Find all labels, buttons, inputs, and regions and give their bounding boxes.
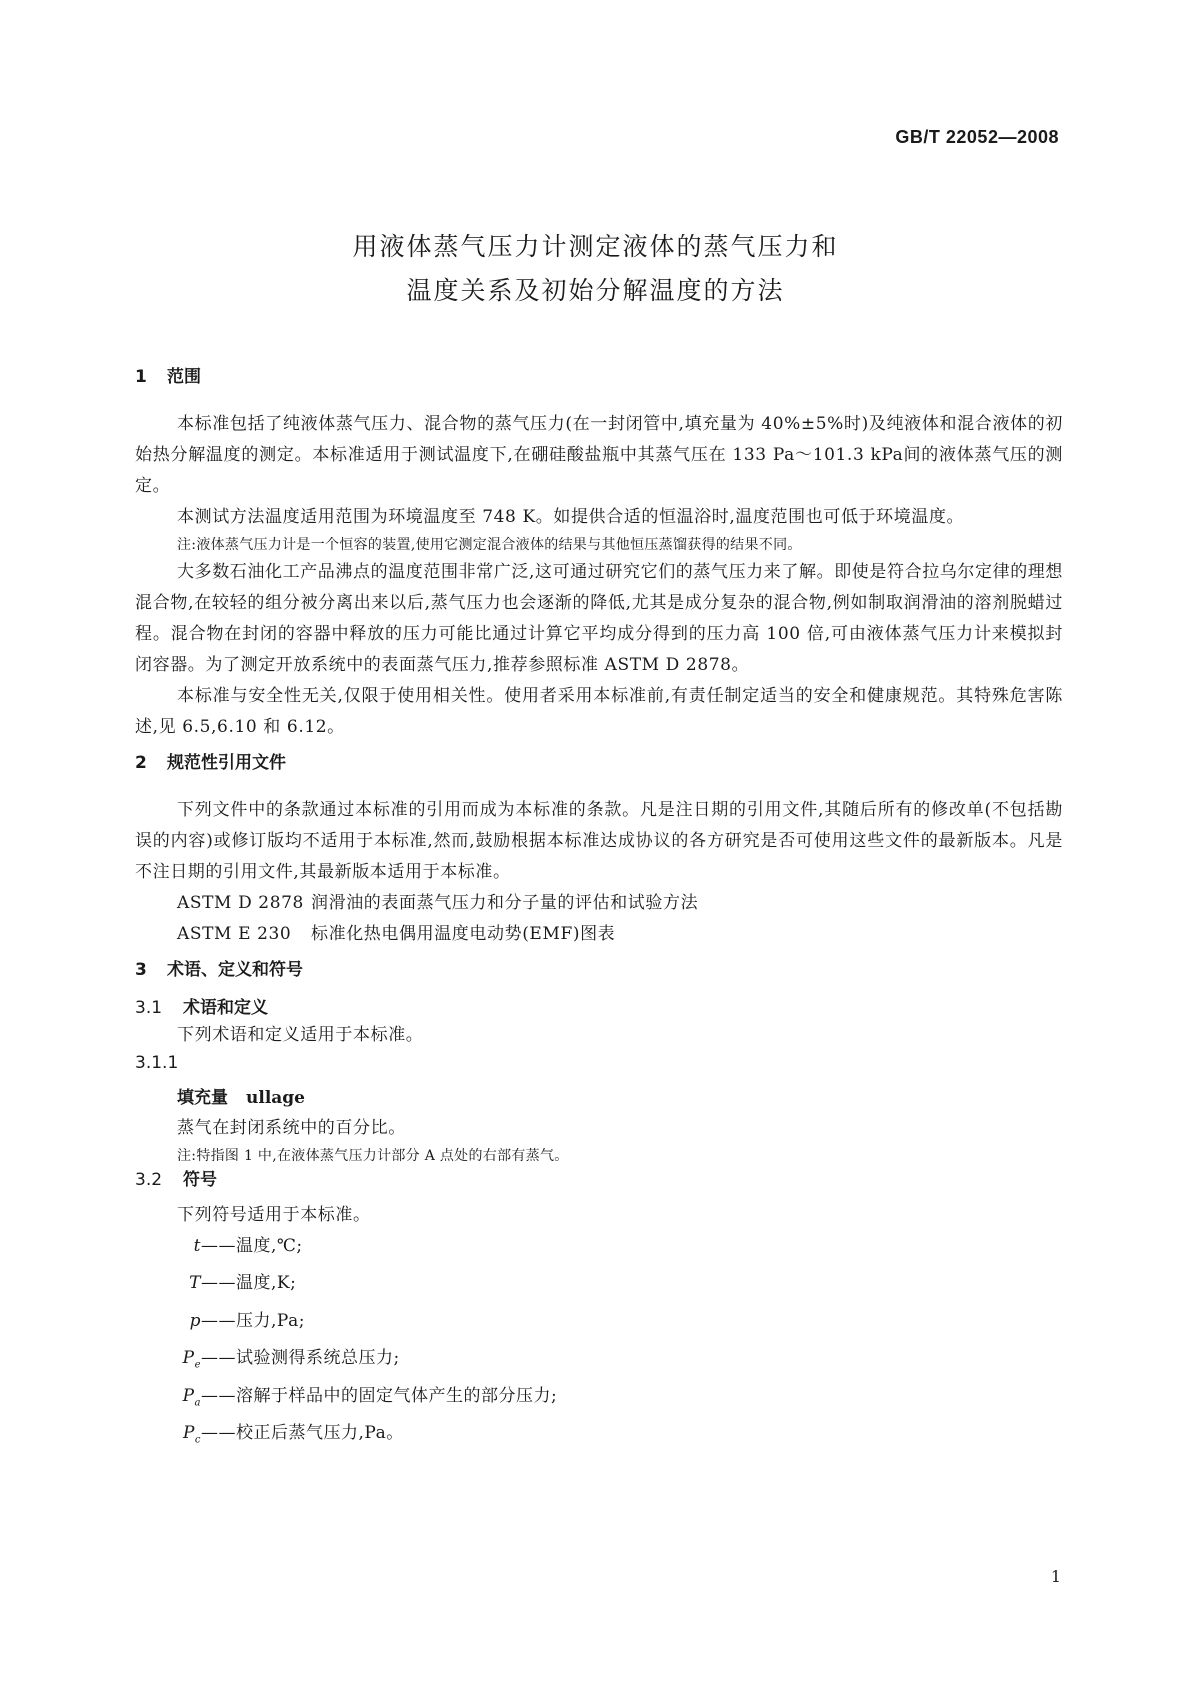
term-entry bbox=[135, 1083, 1063, 1113]
reference-item bbox=[135, 888, 1063, 919]
title-line-1: 用液体蒸气压力计测定液体的蒸气压力和 bbox=[352, 232, 839, 261]
reference-title: 标准化热电偶用温度电动势(EMF)图表 bbox=[311, 924, 616, 944]
subsection-3-1-heading bbox=[135, 996, 1063, 1020]
section-title: 术语、定义和符号 bbox=[167, 960, 303, 980]
paragraph: 本标准包括了纯液体蒸气压力、混合物的蒸气压力(在一封闭管中,填充量为 40%±5%时)及纯液体和混合液体的初始热分解温度的测定。本标准适用于测试温度下,在硼硅酸盐瓶中其蒸气压在 133 Pa～101.3 kPa间的液体蒸气压的测定。 bbox=[135, 414, 1063, 496]
symbol-item bbox=[135, 1381, 1063, 1418]
symbol-subscript: e bbox=[194, 1359, 201, 1371]
note: 注:特指图 1 中,在液体蒸气压力计部分 A 点处的右部有蒸气。 bbox=[177, 1148, 569, 1164]
symbol-description: ——温度,K; bbox=[201, 1273, 297, 1294]
section-1-heading bbox=[135, 365, 1063, 389]
symbol-item bbox=[135, 1418, 1063, 1455]
note: 注:液体蒸气压力计是一个恒容的装置,使用它测定混合液体的结果与其他恒压蒸馏获得的结果不同。 bbox=[177, 537, 802, 553]
symbol bbox=[135, 1343, 201, 1380]
symbol-subscript: a bbox=[194, 1396, 201, 1408]
term-english: ullage bbox=[246, 1088, 305, 1108]
section-number: 2 bbox=[135, 753, 147, 773]
symbol-description: ——压力,Pa; bbox=[201, 1310, 305, 1331]
subsection-intro: 下列术语和定义适用于本标准。 bbox=[177, 1025, 424, 1045]
symbol bbox=[135, 1418, 201, 1455]
subsection-intro: 下列符号适用于本标准。 bbox=[177, 1205, 371, 1225]
page-number: 1 bbox=[1050, 1567, 1061, 1586]
paragraph: 下列文件中的条款通过本标准的引用而成为本标准的条款。凡是注日期的引用文件,其随后所有的修改单(不包括勘误的内容)或修订版均不适用于本标准,然而,鼓励根据本标准达成协议的各方研究是否可使用这些文件的最新版本。凡是不注日期的引用文件,其最新版本适用于本标准。 bbox=[135, 800, 1063, 882]
subsection-title: 符号 bbox=[183, 1170, 217, 1190]
section-title: 范围 bbox=[167, 367, 201, 387]
symbol-item bbox=[135, 1343, 1063, 1380]
symbol-letter: t bbox=[193, 1236, 201, 1256]
reference-item bbox=[135, 919, 1063, 950]
title-line-2: 温度关系及初始分解温度的方法 bbox=[406, 276, 785, 305]
symbol-letter: P bbox=[182, 1422, 195, 1443]
subsection-number: 3.1.1 bbox=[135, 1053, 179, 1073]
symbol-letter: T bbox=[189, 1273, 201, 1294]
document-title bbox=[0, 225, 1191, 313]
subsection-number: 3.1 bbox=[135, 998, 163, 1018]
section-2-heading bbox=[135, 751, 1063, 775]
symbol-letter: P bbox=[182, 1348, 195, 1369]
subsection-number: 3.2 bbox=[135, 1170, 163, 1190]
term-chinese: 填充量 bbox=[177, 1088, 228, 1108]
term-definition: 蒸气在封闭系统中的百分比。 bbox=[177, 1118, 406, 1138]
standard-code: GB/T 22052—2008 bbox=[895, 127, 1059, 147]
section-3-heading bbox=[135, 958, 1063, 982]
symbol-item bbox=[135, 1231, 1063, 1268]
section-title: 规范性引用文件 bbox=[167, 753, 286, 773]
document-body bbox=[135, 365, 1063, 1455]
symbol-description: ——校正后蒸气压力,Pa。 bbox=[201, 1422, 404, 1443]
symbol bbox=[135, 1381, 201, 1418]
symbol bbox=[135, 1231, 201, 1268]
section-number: 1 bbox=[135, 367, 147, 387]
symbol-item bbox=[135, 1306, 1063, 1343]
symbol-description: ——溶解于样品中的固定气体产生的部分压力; bbox=[201, 1385, 558, 1406]
symbol-description: ——试验测得系统总压力; bbox=[201, 1348, 400, 1369]
reference-code: ASTM E 230 bbox=[177, 924, 292, 944]
section-number: 3 bbox=[135, 960, 147, 980]
symbol-letter: P bbox=[182, 1385, 195, 1406]
paragraph: 大多数石油化工产品沸点的温度范围非常广泛,这可通过研究它们的蒸气压力来了解。即使是符合拉乌尔定律的理想混合物,在较轻的组分被分离出来以后,蒸气压力也会逐渐的降低,尤其是成分复杂的混合物,例如制取润滑油的溶剂脱蜡过程。混合物在封闭的容器中释放的压力可能比通过计算它平均成分得到的压力高 100 倍,可由液体蒸气压力计来模拟封闭容器。为了测定开放系统中的表面蒸气压力,推荐参照标准 ASTM D 2878。 bbox=[135, 562, 1064, 675]
symbol-subscript: c bbox=[194, 1434, 201, 1446]
symbol-item bbox=[135, 1268, 1063, 1305]
reference-code: ASTM D 2878 bbox=[177, 893, 304, 913]
paragraph: 本测试方法温度适用范围为环境温度至 748 K。如提供合适的恒温浴时,温度范围也可低于环境温度。 bbox=[177, 507, 965, 527]
symbol bbox=[135, 1306, 201, 1343]
symbol bbox=[135, 1268, 201, 1305]
subsection-title: 术语和定义 bbox=[183, 998, 268, 1018]
subsection-3-1-1-heading bbox=[135, 1051, 1063, 1075]
symbol-description: ——温度,℃; bbox=[201, 1236, 303, 1256]
paragraph: 本标准与安全性无关,仅限于使用相关性。使用者采用本标准前,有责任制定适当的安全和健康规范。其特殊危害陈述,见 6.5,6.10 和 6.12。 bbox=[135, 686, 1063, 737]
symbol-letter: p bbox=[189, 1310, 201, 1331]
subsection-3-2-heading bbox=[135, 1168, 1063, 1192]
reference-title: 润滑油的表面蒸气压力和分子量的评估和试验方法 bbox=[311, 893, 699, 913]
